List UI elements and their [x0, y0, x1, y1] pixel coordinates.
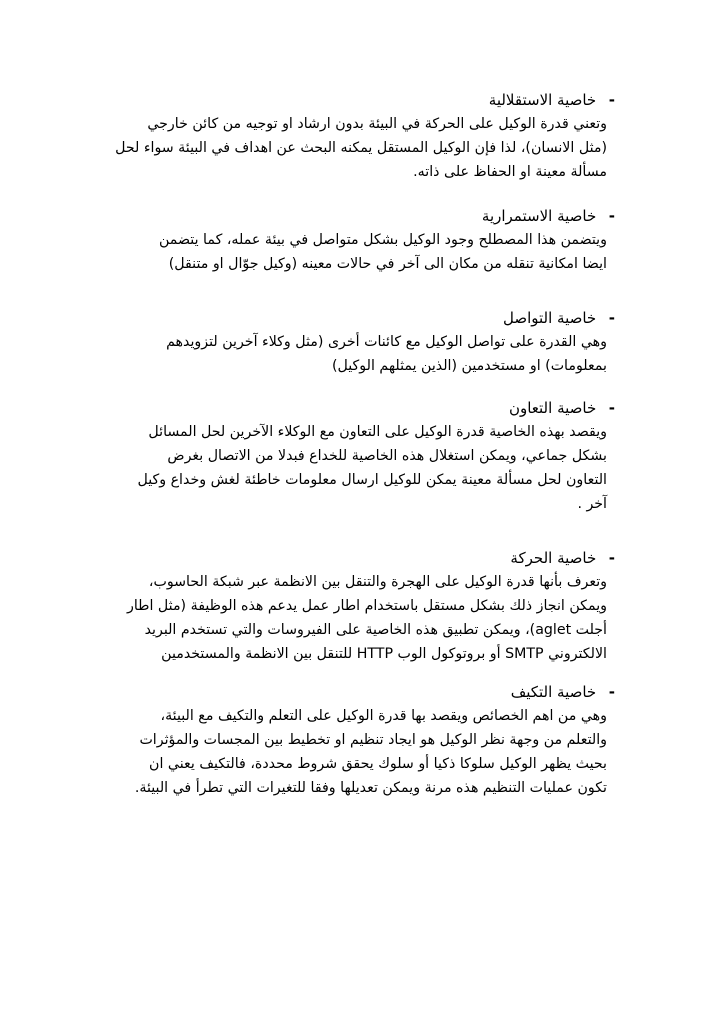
paragraph-line: التعاون لحل مسألة معينة يمكن للوكيل ارسال معلومات خاطئة لغش وخداع وكيل: [137, 472, 607, 488]
paragraph-line: بمعلومات) او مستخدمين (الذين يمثلهم الوكيل): [331, 358, 607, 374]
paragraph-line: ويتضمن هذا المصطلح وجود الوكيل بشكل متواصل في بيئة عمله، كما يتضمن: [159, 232, 607, 248]
section-heading: [90, 546, 615, 570]
paragraph-line: وتعرف بأنها قدرة الوكيل على الهجرة والتنقل بين الانظمة عبر شبكة الحاسوب،: [148, 574, 607, 590]
paragraph-line: ايضا امكانية تنقله من مكان الى آخر في حالات معينه (وكيل جوّال او متنقل): [168, 256, 607, 272]
section-title: خاصية التواصل: [503, 309, 597, 327]
paragraph-line: مسألة معينة او الحفاظ على ذاته.: [413, 164, 607, 180]
section-mobility: [90, 546, 615, 666]
document-page: [90, 88, 615, 800]
paragraph-line: أجلت aglet)، ويمكن تطبيق هذه الخاصية على الفيروسات والتي تستخدم البريد: [144, 622, 607, 638]
bullet-dash: -: [608, 549, 615, 567]
section-title: خاصية التعاون: [508, 399, 597, 417]
bullet-dash: -: [608, 207, 615, 225]
section-heading: [90, 306, 615, 330]
section-title: خاصية الاستقلالية: [488, 91, 597, 109]
bullet-dash: -: [608, 683, 615, 701]
section-heading: [90, 396, 615, 420]
paragraph-line: بشكل جماعي، ويمكن استغلال هذه الخاصية للخداع فبدلا من الاتصال بغرض: [167, 448, 607, 464]
section-title: خاصية الاستمرارية: [481, 207, 597, 225]
paragraph-line: والتعلم من وجهة نظر الوكيل هو ايجاد تنظيم او تخطيط بين المجسات والمؤثرات: [139, 732, 607, 748]
bullet-dash: -: [608, 399, 615, 417]
section-autonomy: [90, 88, 615, 184]
bullet-dash: -: [608, 309, 615, 327]
section-title: خاصية التكيف: [510, 683, 597, 701]
paragraph-line: وهي من اهم الخصائص ويقصد بها قدرة الوكيل على التعلم والتكيف مع البيئة،: [160, 708, 607, 724]
section-cooperation: [90, 396, 615, 516]
paragraph-line: تكون عمليات التنظيم هذه مرنة ويمكن تعديلها وفقا للتغيرات التي تطرأ في البيئة.: [134, 780, 607, 796]
paragraph-line: آخر .: [577, 496, 607, 512]
paragraph-line: وهي القدرة على تواصل الوكيل مع كائنات أخرى (مثل وكلاء آخرين لتزويدهم: [166, 334, 607, 350]
section-persistence: [90, 204, 615, 276]
section-heading: [90, 680, 615, 704]
paragraph-line: ويقصد بهذه الخاصية قدرة الوكيل على التعاون مع الوكلاء الآخرين لحل المسائل: [148, 424, 607, 440]
section-heading: [90, 88, 615, 112]
paragraph-line: الالكتروني SMTP أو بروتوكول الوب HTTP للتنقل بين الانظمة والمستخدمين: [161, 646, 607, 662]
section-communication: [90, 306, 615, 378]
paragraph-line: بحيث يظهر الوكيل سلوكا ذكيا أو سلوك يحقق شروط محددة، فالتكيف يعني ان: [149, 756, 607, 772]
paragraph-line: (مثل الانسان)، لذا فإن الوكيل المستقل يمكنه البحث عن اهداف في البيئة سواء لحل: [115, 140, 607, 156]
paragraph-line: ويمكن انجاز ذلك بشكل مستقل باستخدام اطار عمل يدعم هذه الوظيفة (مثل اطار: [127, 598, 607, 614]
section-title: خاصية الحركة: [510, 549, 597, 567]
bullet-dash: -: [608, 91, 615, 109]
section-adaptation: [90, 680, 615, 800]
section-heading: [90, 204, 615, 228]
paragraph-line: وتعني قدرة الوكيل على الحركة في البيئة بدون ارشاد او توجيه من كائن خارجي: [147, 116, 607, 132]
